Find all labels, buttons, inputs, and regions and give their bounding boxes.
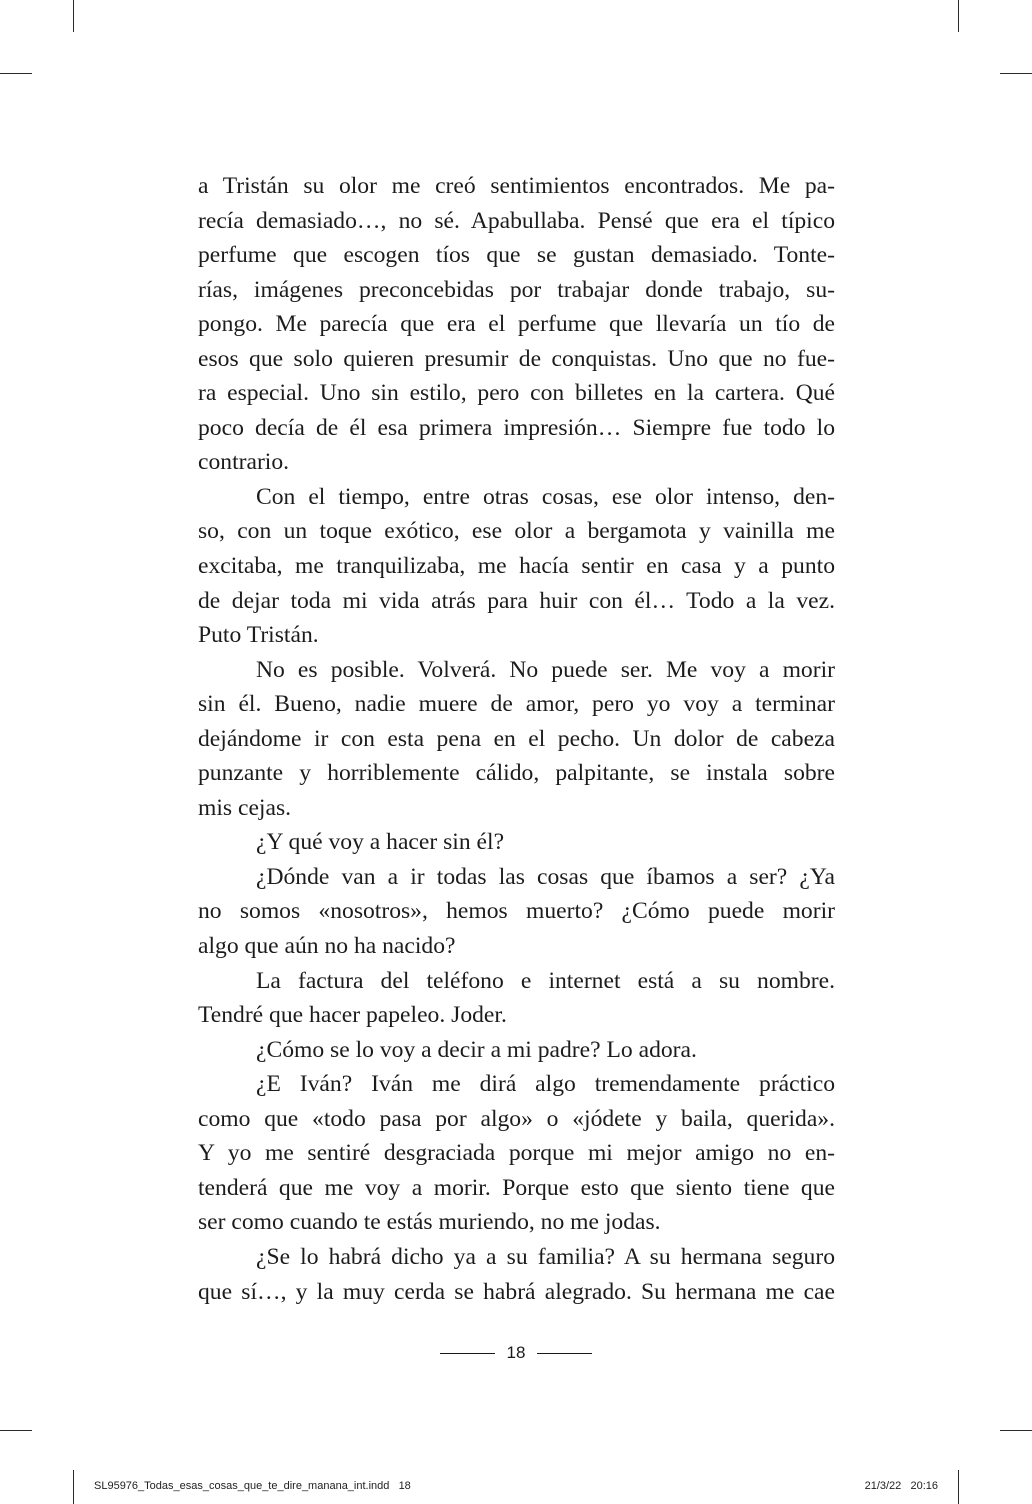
text-line: mis cejas.: [198, 794, 292, 821]
text-line: no somos «nosotros», hemos muerto? ¿Cómo puede morir: [198, 898, 835, 925]
text-line: ¿Cómo se lo voy a decir a mi padre? Lo adora.: [256, 1036, 697, 1063]
text-line: tenderá que me voy a morir. Porque esto que siento tiene que: [198, 1174, 835, 1201]
text-line: poco decía de él esa primera impresión… Siempre fue todo lo: [198, 414, 835, 441]
text-line: ra especial. Uno sin estilo, pero con billetes en la cartera. Qué: [198, 380, 835, 407]
text-line: ¿E Iván? Iván me dirá algo tremendamente práctico: [256, 1071, 835, 1098]
text-line: esos que solo quieren presumir de conquistas. Uno que no fue-: [198, 345, 835, 372]
text-line: so, con un toque exótico, ese olor a bergamota y vainilla me: [198, 518, 835, 545]
text-line: a Tristán su olor me creó sentimientos encontrados. Me pa-: [198, 173, 835, 199]
crop-mark-right-top: [1000, 73, 1032, 74]
text-line: como que «todo pasa por algo» o «jódete y baila, querida».: [198, 1105, 835, 1132]
text-line: Puto Tristán.: [198, 622, 319, 649]
text-line: ser como cuando te estás muriendo, no me jodas.: [198, 1209, 661, 1236]
text-line: Tendré que hacer papeleo. Joder.: [198, 1002, 507, 1029]
crop-mark-right-bottom: [1000, 1430, 1032, 1431]
text-line: recía demasiado…, no sé. Apabullaba. Pensé que era el típico: [198, 207, 835, 234]
text-line: rías, imágenes preconcebidas por trabajar donde trabajo, su-: [198, 276, 835, 303]
crop-mark-left-top: [0, 73, 32, 74]
crop-mark-bottom-right: [958, 1470, 959, 1504]
text-line: punzante y horriblemente cálido, palpitante, se instala sobre: [198, 760, 835, 787]
text-line: dejándome ir con esta pena en el pecho. Un dolor de cabeza: [198, 725, 835, 752]
crop-mark-bottom-left: [73, 1470, 74, 1504]
crop-mark-top-right: [958, 0, 959, 32]
page-number: 18: [506, 1343, 526, 1362]
crop-mark-left-bottom: [0, 1430, 32, 1431]
text-line: Y yo me sentiré desgraciada porque mi mejor amigo no en-: [198, 1140, 835, 1167]
text-line: ¿Y qué voy a hacer sin él?: [256, 829, 505, 856]
text-line: sin él. Bueno, nadie muere de amor, pero yo voy a terminar: [198, 691, 835, 718]
text-line: de dejar toda mi vida atrás para huir con él… Todo a la vez.: [198, 587, 835, 614]
text-line: algo que aún no ha nacido?: [198, 933, 456, 960]
text-line: contrario.: [198, 449, 290, 476]
slug-datetime: 21/3/22 20:16: [864, 1480, 938, 1492]
text-line: perfume que escogen tíos que se gustan demasiado. Tonte-: [198, 242, 835, 269]
text-line: que sí…, y la muy cerda se habrá alegrado. Su hermana me cae: [198, 1278, 835, 1305]
text-line: La factura del teléfono e internet está a su nombre.: [256, 967, 835, 994]
body-text: [198, 169, 835, 1309]
text-line: ¿Se lo habrá dicho ya a su familia? A su hermana seguro: [256, 1243, 835, 1270]
text-line: ¿Dónde van a ir todas las cosas que íbamos a ser? ¿Ya: [256, 863, 835, 890]
crop-mark-top-left: [73, 0, 74, 32]
folio-rule-right: [537, 1353, 592, 1354]
folio-rule-left: [440, 1353, 495, 1354]
text-line: No es posible. Volverá. No puede ser. Me voy a morir: [256, 656, 835, 683]
page-folio: [0, 1340, 1032, 1366]
text-line: pongo. Me parecía que era el perfume que llevaría un tío de: [198, 311, 835, 338]
slug-filename: SL95976_Todas_esas_cosas_que_te_dire_manana_int.indd 18: [94, 1480, 411, 1492]
text-line: excitaba, me tranquilizaba, me hacía sentir en casa y a punto: [198, 553, 835, 580]
text-line: Con el tiempo, entre otras cosas, ese olor intenso, den-: [256, 483, 835, 510]
